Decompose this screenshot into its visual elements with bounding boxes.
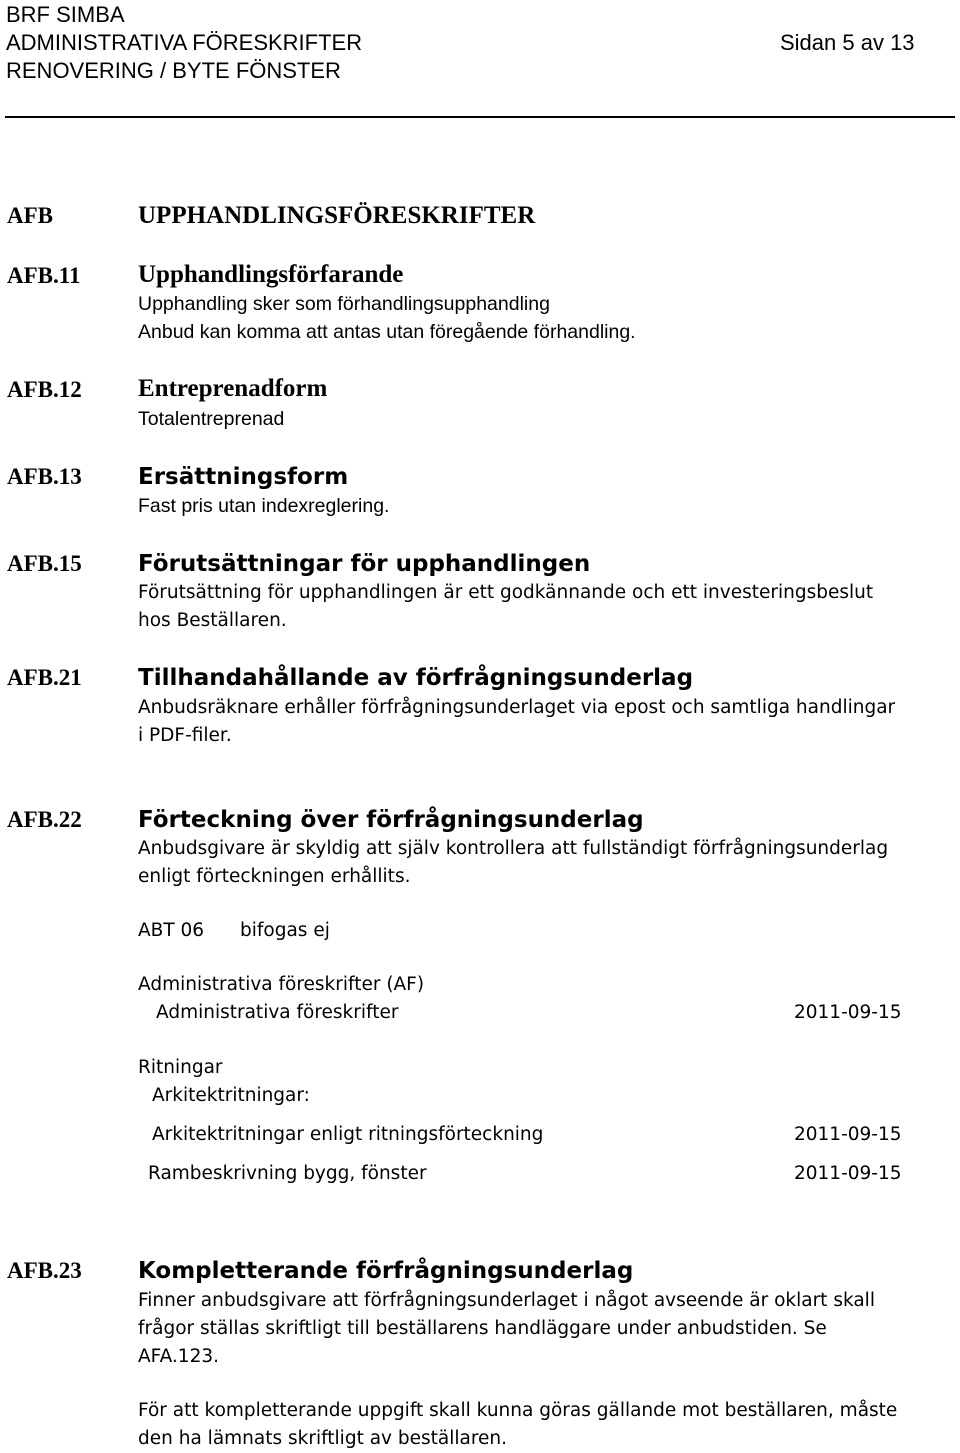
afb23-line4: För att kompletterande uppgift skall kunna göras gällande mot beställaren, måste: [138, 1400, 898, 1421]
section-title-afb12: Entreprenadform: [138, 375, 328, 402]
page-number: Sidan 5 av 13: [780, 30, 915, 55]
section-code-afb13: AFB.13: [7, 464, 82, 489]
afb23-line2: frågor ställas skriftligt till beställarens handläggare under anbudstiden. Se: [138, 1318, 827, 1339]
header-subject: RENOVERING / BYTE FÖNSTER: [6, 58, 341, 83]
section-code-afb21: AFB.21: [7, 665, 82, 690]
section-title-afb22: Förteckning över förfrågningsunderlag: [138, 807, 644, 833]
section-title-afb23: Kompletterande förfrågningsunderlag: [138, 1258, 634, 1284]
abt-value: bifogas ej: [240, 920, 330, 941]
afb15-line2: hos Beställaren.: [138, 610, 287, 631]
afb21-line1: Anbudsräknare erhåller förfrågningsunderlaget via epost och samtliga handlingar: [138, 697, 896, 718]
rambeskrivning-item: Rambeskrivning bygg, fönster: [148, 1163, 427, 1184]
rambeskrivning-date: 2011-09-15: [794, 1163, 902, 1184]
afb11-line1: Upphandling sker som förhandlingsupphandling: [138, 293, 550, 315]
section-code-afb: AFB: [7, 203, 53, 228]
header-divider: [5, 116, 955, 118]
afb13-line1: Fast pris utan indexreglering.: [138, 495, 390, 517]
af-heading: Administrativa föreskrifter (AF): [138, 974, 425, 995]
afb15-line1: Förutsättning för upphandlingen är ett godkännande och ett investeringsbeslut: [138, 582, 874, 603]
section-code-afb22: AFB.22: [7, 807, 82, 832]
arkitekt-date: 2011-09-15: [794, 1124, 902, 1145]
arkitekt-item: Arkitektritningar enligt ritningsförteckning: [152, 1124, 544, 1145]
afb12-line1: Totalentreprenad: [138, 408, 285, 430]
afb21-line2: i PDF-filer.: [138, 725, 232, 746]
af-item: Administrativa föreskrifter: [156, 1002, 399, 1023]
afb23-line1: Finner anbudsgivare att förfrågningsunderlaget i något avseende är oklart skall: [138, 1290, 875, 1311]
afb22-line2: enligt förteckningen erhållits.: [138, 866, 411, 887]
section-code-afb12: AFB.12: [7, 377, 82, 402]
section-title-afb15: Förutsättningar för upphandlingen: [138, 551, 591, 577]
section-title-afb: UPPHANDLINGSFÖRESKRIFTER: [138, 202, 536, 229]
section-title-afb21: Tillhandahållande av förfrågningsunderlag: [138, 665, 694, 691]
section-title-afb13: Ersättningsform: [138, 464, 349, 490]
ritningar-heading: Ritningar: [138, 1057, 223, 1078]
section-code-afb15: AFB.15: [7, 551, 82, 576]
afb23-line3: AFA.123.: [138, 1346, 220, 1367]
arkitekt-heading: Arkitektritningar:: [152, 1085, 310, 1106]
afb11-line2: Anbud kan komma att antas utan föregående förhandling.: [138, 321, 636, 343]
af-date: 2011-09-15: [794, 1002, 902, 1023]
section-title-afb11: Upphandlingsförfarande: [138, 261, 404, 288]
section-code-afb11: AFB.11: [7, 263, 81, 288]
header-doc-title: ADMINISTRATIVA FÖRESKRIFTER: [6, 30, 363, 55]
afb23-line5: den ha lämnats skriftligt av beställaren.: [138, 1428, 508, 1449]
abt-label: ABT 06: [138, 920, 205, 941]
header-org: BRF SIMBA: [6, 2, 125, 27]
afb22-line1: Anbudsgivare är skyldig att själv kontrollera att fullständigt förfrågningsunderlag: [138, 838, 889, 859]
section-code-afb23: AFB.23: [7, 1258, 82, 1283]
